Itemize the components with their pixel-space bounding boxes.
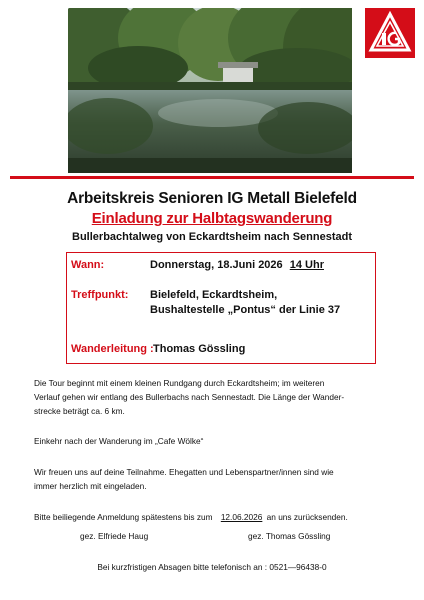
- header-divider: [10, 176, 414, 179]
- tour-line-2: Verlauf gehen wir entlang des Bullerbachs nach Sennestadt. Die Länge der Wander-: [34, 392, 345, 402]
- welcome-line-1: Wir freuen uns auf deine Teilnahme. Ehegatten und Lebenspartner/innen sind wie: [34, 467, 334, 477]
- when-date: Donnerstag, 18.Juni 2026: [150, 259, 283, 271]
- meet-label: Treffpunkt:: [71, 289, 129, 301]
- ig-metall-logo: [365, 8, 415, 58]
- tour-line-3: strecke beträgt ca. 6 km.: [34, 406, 125, 416]
- ig-metall-logo-icon: [365, 8, 415, 58]
- welcome-paragraph: [34, 465, 394, 493]
- footer-note: Bei kurzfristigen Absagen bitte telefonisch an : 0521—96438-0: [97, 562, 327, 572]
- tour-line-1: Die Tour beginnt mit einem kleinen Rundgang durch Eckardtsheim; im weiteren: [34, 378, 325, 388]
- register-suffix: an uns zurücksenden.: [266, 512, 348, 522]
- when-time: 14 Uhr: [289, 259, 324, 271]
- route-line: Bullerbachtalweg von Eckardtsheim nach Sennestadt: [72, 231, 352, 243]
- lead-label: Wanderleitung :: [71, 343, 154, 355]
- details-box: [66, 252, 376, 364]
- page-subtitle: Einladung zur Halbtagswanderung: [91, 210, 333, 227]
- when-value: [150, 259, 324, 271]
- page-title: Arbeitskreis Senioren IG Metall Bielefeld: [67, 190, 357, 207]
- meet-line1: Bielefeld, Eckardtsheim,: [150, 289, 278, 301]
- meet-line2: Bushaltestelle „Pontus“ der Linie 37: [150, 304, 341, 316]
- tour-paragraph: [34, 376, 394, 418]
- pond-landscape-photo: [68, 8, 352, 173]
- stop-paragraph: Einkehr nach der Wanderung im „Cafe Wölke“: [34, 436, 204, 446]
- register-prefix: Bitte beiliegende Anmeldung spätestens bis zum: [34, 512, 213, 522]
- register-date: 12.06.2026: [220, 512, 263, 522]
- signature-left: gez. Elfriede Haug: [80, 531, 149, 541]
- lead-value: Thomas Gössling: [153, 343, 246, 355]
- header-photo: [68, 8, 352, 173]
- welcome-line-2: immer herzlich mit eingeladen.: [34, 481, 147, 491]
- signature-right: gez. Thomas Gössling: [248, 531, 331, 541]
- when-label: Wann:: [71, 259, 105, 271]
- register-paragraph: [34, 510, 394, 524]
